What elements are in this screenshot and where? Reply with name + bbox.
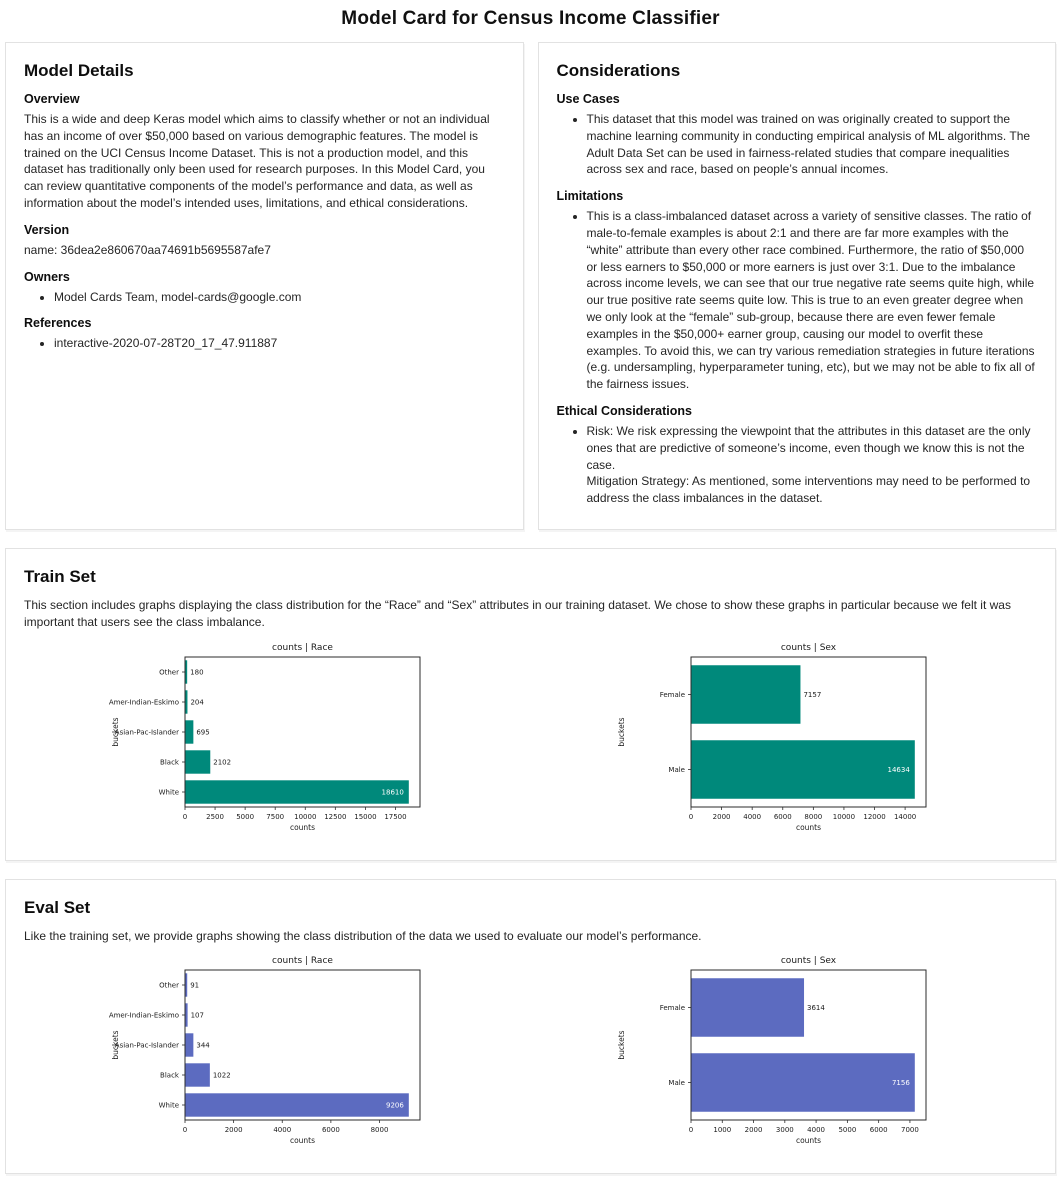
svg-text:Male: Male xyxy=(668,1079,686,1088)
svg-text:4000: 4000 xyxy=(273,1126,291,1135)
svg-text:180: 180 xyxy=(189,668,204,677)
svg-text:6000: 6000 xyxy=(774,812,792,821)
owners-heading: Owners xyxy=(24,269,70,284)
svg-text:14634: 14634 xyxy=(887,765,911,774)
svg-text:buckets: buckets xyxy=(110,1030,120,1060)
svg-text:counts | Sex: counts | Sex xyxy=(781,642,837,653)
svg-text:Asian-Pac-Islander: Asian-Pac-Islander xyxy=(114,1041,179,1050)
svg-text:8000: 8000 xyxy=(804,812,823,821)
train-sex-chart xyxy=(611,639,956,842)
limitations-list xyxy=(557,208,1038,393)
svg-text:1022: 1022 xyxy=(212,1071,231,1080)
ethical-mitigation-text: Mitigation Strategy: As mentioned, some interventions may need to be performed to address the class imbalances in the dataset. xyxy=(586,474,1031,506)
use-case-item: • This dataset that this model was trained on was originally created to support the machine learning community in conducting empirical analysis of ML algorithms. The Adult Data Set can be used in fairness-related studies that compare inequalities across sex and race, based on people’s annual incomes. xyxy=(587,111,1038,178)
use-cases-list xyxy=(557,111,1038,178)
svg-text:5000: 5000 xyxy=(838,1126,857,1135)
svg-text:Amer-Indian-Eskimo: Amer-Indian-Eskimo xyxy=(108,1011,179,1020)
svg-text:0: 0 xyxy=(182,812,187,821)
svg-text:14000: 14000 xyxy=(894,812,917,821)
version-text: name: 36dea2e860670aa74691b5695587afe7 xyxy=(24,242,271,257)
svg-text:2000: 2000 xyxy=(744,1126,763,1135)
train-set-description: This section includes graphs displaying the class distribution for the “Race” and “Sex” attributes in our training dataset. We chose to show these graphs in particular because we felt it was important that users see the class imbalance. xyxy=(24,597,1011,629)
reference-item: • interactive-2020-07-28T20_17_47.911887 xyxy=(54,335,505,352)
ethical-considerations-list xyxy=(557,423,1038,507)
svg-text:White: White xyxy=(158,788,179,797)
svg-text:counts | Race: counts | Race xyxy=(271,956,333,967)
svg-text:White: White xyxy=(158,1101,179,1110)
eval-set-card xyxy=(5,879,1056,1175)
svg-text:10000: 10000 xyxy=(833,812,856,821)
svg-text:15000: 15000 xyxy=(354,812,377,821)
svg-text:1000: 1000 xyxy=(713,1126,732,1135)
svg-text:2500: 2500 xyxy=(205,812,224,821)
svg-text:buckets: buckets xyxy=(617,716,627,747)
svg-text:18610: 18610 xyxy=(381,788,404,797)
eval-set-title: Eval Set xyxy=(24,897,91,917)
version-heading: Version xyxy=(24,222,70,237)
limitations-heading: Limitations xyxy=(556,189,624,204)
train-set-title: Train Set xyxy=(24,566,96,586)
svg-text:9206: 9206 xyxy=(385,1101,404,1110)
svg-text:counts | Race: counts | Race xyxy=(271,642,333,653)
model-details-card xyxy=(5,42,524,530)
svg-text:counts: counts xyxy=(796,1136,822,1146)
svg-text:Black: Black xyxy=(159,758,179,767)
svg-text:counts: counts xyxy=(289,822,315,832)
svg-text:4000: 4000 xyxy=(743,812,762,821)
svg-text:Black: Black xyxy=(159,1071,179,1080)
svg-text:Amer-Indian-Eskimo: Amer-Indian-Eskimo xyxy=(108,698,179,707)
svg-text:0: 0 xyxy=(182,1126,187,1135)
top-cards-row xyxy=(5,42,1056,530)
svg-text:12500: 12500 xyxy=(323,812,347,821)
svg-text:Other: Other xyxy=(158,668,179,677)
svg-text:7157: 7157 xyxy=(803,690,822,699)
svg-text:107: 107 xyxy=(190,1011,204,1020)
model-details-title: Model Details xyxy=(24,61,134,80)
svg-text:8000: 8000 xyxy=(370,1126,389,1135)
svg-text:7500: 7500 xyxy=(266,812,284,821)
svg-text:Asian-Pac-Islander: Asian-Pac-Islander xyxy=(114,728,179,737)
eval-charts-row xyxy=(24,952,1037,1155)
svg-text:4000: 4000 xyxy=(807,1126,826,1135)
svg-text:Male: Male xyxy=(668,765,686,774)
page-title: Model Card for Census Income Classifier xyxy=(341,8,720,29)
svg-text:0: 0 xyxy=(689,1126,694,1135)
svg-text:0: 0 xyxy=(689,812,694,821)
eval-sex-chart xyxy=(611,952,956,1155)
svg-text:2000: 2000 xyxy=(224,1126,243,1135)
ethical-item xyxy=(587,423,1038,507)
svg-text:Female: Female xyxy=(659,1004,686,1013)
ethical-considerations-heading: Ethical Considerations xyxy=(556,403,692,418)
train-set-card xyxy=(5,548,1056,861)
svg-text:2102: 2102 xyxy=(213,758,231,767)
considerations-title: Considerations xyxy=(556,61,681,80)
use-cases-heading: Use Cases xyxy=(556,92,620,106)
svg-text:204: 204 xyxy=(190,698,204,707)
svg-text:2000: 2000 xyxy=(712,812,731,821)
svg-text:6000: 6000 xyxy=(869,1126,888,1135)
svg-text:counts: counts xyxy=(796,822,822,832)
svg-text:17500: 17500 xyxy=(384,812,407,821)
overview-text: This is a wide and deep Keras model which aims to classify whether or not an individual has an income of over $50,000 based on various demographic features. The model is trained on the UCI Census Income Dataset. This is not a production model, and this dataset has traditionally only been used for research purposes. In this Model Card, you can review quantitative components of the model’s performance and data, as well as information about the model’s intended uses, limitations, and ethical considerations. xyxy=(24,112,490,210)
considerations-card xyxy=(538,42,1057,530)
svg-text:695: 695 xyxy=(196,728,210,737)
svg-text:91: 91 xyxy=(189,981,199,990)
svg-text:Female: Female xyxy=(659,690,686,699)
svg-text:buckets: buckets xyxy=(617,1030,627,1060)
train-charts-row xyxy=(24,639,1037,842)
svg-text:buckets: buckets xyxy=(110,716,120,747)
eval-race-chart xyxy=(105,952,450,1155)
references-list xyxy=(24,335,505,352)
train-race-chart xyxy=(105,639,450,842)
references-heading: References xyxy=(24,316,92,331)
svg-text:counts | Sex: counts | Sex xyxy=(781,956,837,967)
owner-item: • Model Cards Team, model-cards@google.com xyxy=(54,289,505,306)
svg-text:5000: 5000 xyxy=(235,812,254,821)
svg-text:3614: 3614 xyxy=(807,1004,826,1013)
owners-list xyxy=(24,289,505,306)
limitation-item: • This is a class-imbalanced dataset across a variety of sensitive classes. The ratio of male-to-female examples is about 2:1 and there are far more examples with the “white” attribute than every other race combined. Furthermore, the ratio of $50,000 or less earners to $50,000 or more earners is just over 3:1. Due to the imbalance across income levels, we can see that our true negative rate seems quite high, while our true positive rate seems quite low. This is true to an even greater degree when we only look at the “female” sub-group, because there are even fewer female examples in the $50,000+ earner group, causing our model to overfit these examples. To avoid this, we can try various remediation strategies in future iterations (e.g. undersampling, hyperparameter tuning, etc), but we may not be able to fix all of the fairness issues. xyxy=(587,208,1038,393)
svg-text:10000: 10000 xyxy=(293,812,317,821)
svg-text:7000: 7000 xyxy=(901,1126,920,1135)
svg-text:7156: 7156 xyxy=(892,1079,911,1088)
svg-text:3000: 3000 xyxy=(776,1126,794,1135)
ethical-risk-text: • Risk: We risk expressing the viewpoint that the attributes in this dataset are the only ones that are predictive of someone’s income, even though we know this is not the case. xyxy=(586,423,1031,472)
svg-text:Other: Other xyxy=(158,981,179,990)
eval-set-description: Like the training set, we provide graphs showing the class distribution of the data we used to evaluate our model’s performance. xyxy=(24,928,702,943)
svg-text:counts: counts xyxy=(289,1136,315,1146)
overview-heading: Overview xyxy=(24,92,80,106)
svg-text:6000: 6000 xyxy=(321,1126,340,1135)
svg-text:344: 344 xyxy=(196,1041,210,1050)
svg-text:12000: 12000 xyxy=(863,812,886,821)
